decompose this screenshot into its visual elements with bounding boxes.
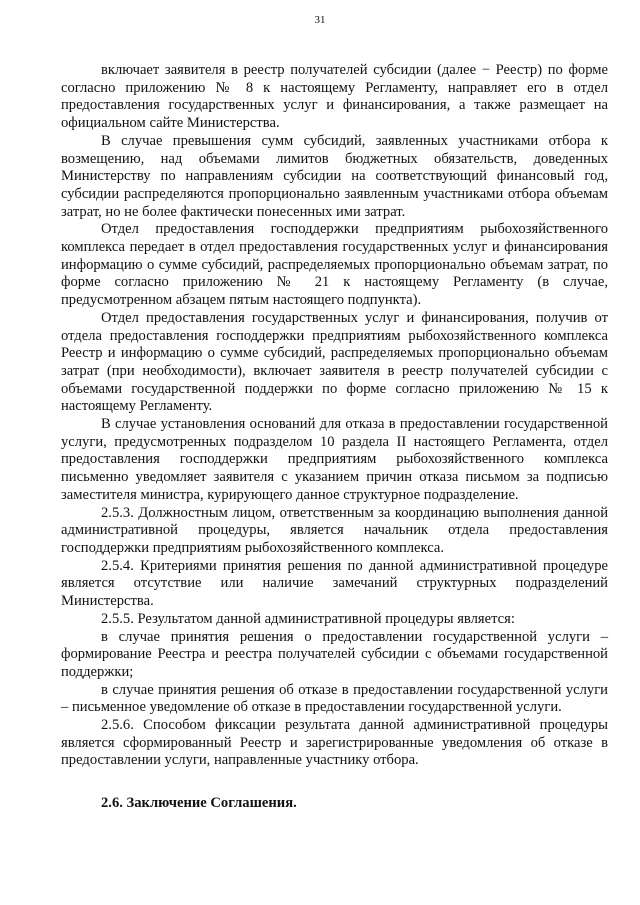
paragraph-2-5-4: 2.5.4. Критериями принятия решения по данной административной процедуре является отсутствие или наличие замечаний структурных подразделений Министерства. xyxy=(61,557,608,610)
document-body xyxy=(61,62,608,813)
paragraph-result-approval: в случае принятия решения о предоставлении государственной услуги – формирование Реестра и реестра получателей субсидии с объемами государственной поддержки; xyxy=(61,628,608,680)
paragraph-result-refusal: в случае принятия решения об отказе в предоставлении государственной услуги – письменное уведомление об отказе в предоставлении государственной услуги. xyxy=(61,681,608,716)
paragraph-registry-inclusion: включает заявителя в реестр получателей субсидии (далее − Реестр) по форме согласно приложению № 8 к настоящему Регламенту, направляет его в отдел предоставления государственных услуг и финансирования, а также размещает на официальном сайте Министерства. xyxy=(61,62,608,132)
paragraph-services-department-registry: Отдел предоставления государственных услуг и финансирования, получив от отдела предоставления господдержки предприятиям рыбохозяйственного комплекса Реестр и информацию о сумме субсидий, распределяемых пропорционально объемам затрат (при необходимости), включает заявителя в реестр получателей субсидии с объемами государственной поддержки по форме согласно приложению № 15 к настоящему Регламенту. xyxy=(61,309,608,415)
section-heading-2-6: 2.6. Заключение Соглашения. xyxy=(101,795,297,812)
paragraph-subsidy-excess: В случае превышения сумм субсидий, заявленных участниками отбора к возмещению, над объемами лимитов бюджетных обязательств, доведенных Министерству по направлениям субсидии на соответствующий финансовый год, субсидии распределяются пропорционально заявленным участниками отбора объемам затрат, но не более фактически понесенных ими затрат. xyxy=(61,132,608,220)
paragraph-refusal-grounds: В случае установления оснований для отказа в предоставлении государственной услуги, предусмотренных подразделом 10 раздела II настоящего Регламента, отдел предоставления господдержки предприятиям рыбохозяйственного комплекса письменно уведомляет заявителя с указанием причин отказа письмом за подписью заместителя министра, курирующего данное структурное подразделение. xyxy=(61,416,608,503)
paragraph-2-5-3: 2.5.3. Должностным лицом, ответственным за координацию выполнения данной административной процедуры, является начальник отдела предоставления господдержки предприятиям рыбохозяйственного комплекса. xyxy=(61,504,608,556)
page-number: 31 xyxy=(314,14,326,26)
paragraph-2-5-6: 2.5.6. Способом фиксации результата данной административной процедуры является сформированный Реестр и зарегистрированные уведомления об отказе в предоставлении услуги, направленные участнику отбора. xyxy=(61,717,608,769)
paragraph-2-5-5: 2.5.5. Результатом данной административной процедуры является: xyxy=(101,610,515,627)
paragraph-support-department-transfer: Отдел предоставления господдержки предприятиям рыбохозяйственного комплекса передает в отдел предоставления государственных услуг и финансирования информацию о сумме субсидий, распределяемых пропорционально объемам затрат, по форме согласно приложению № 21 к настоящему Регламенту (в случае, предусмотренном абзацем пятым настоящего подпункта). xyxy=(61,221,608,309)
